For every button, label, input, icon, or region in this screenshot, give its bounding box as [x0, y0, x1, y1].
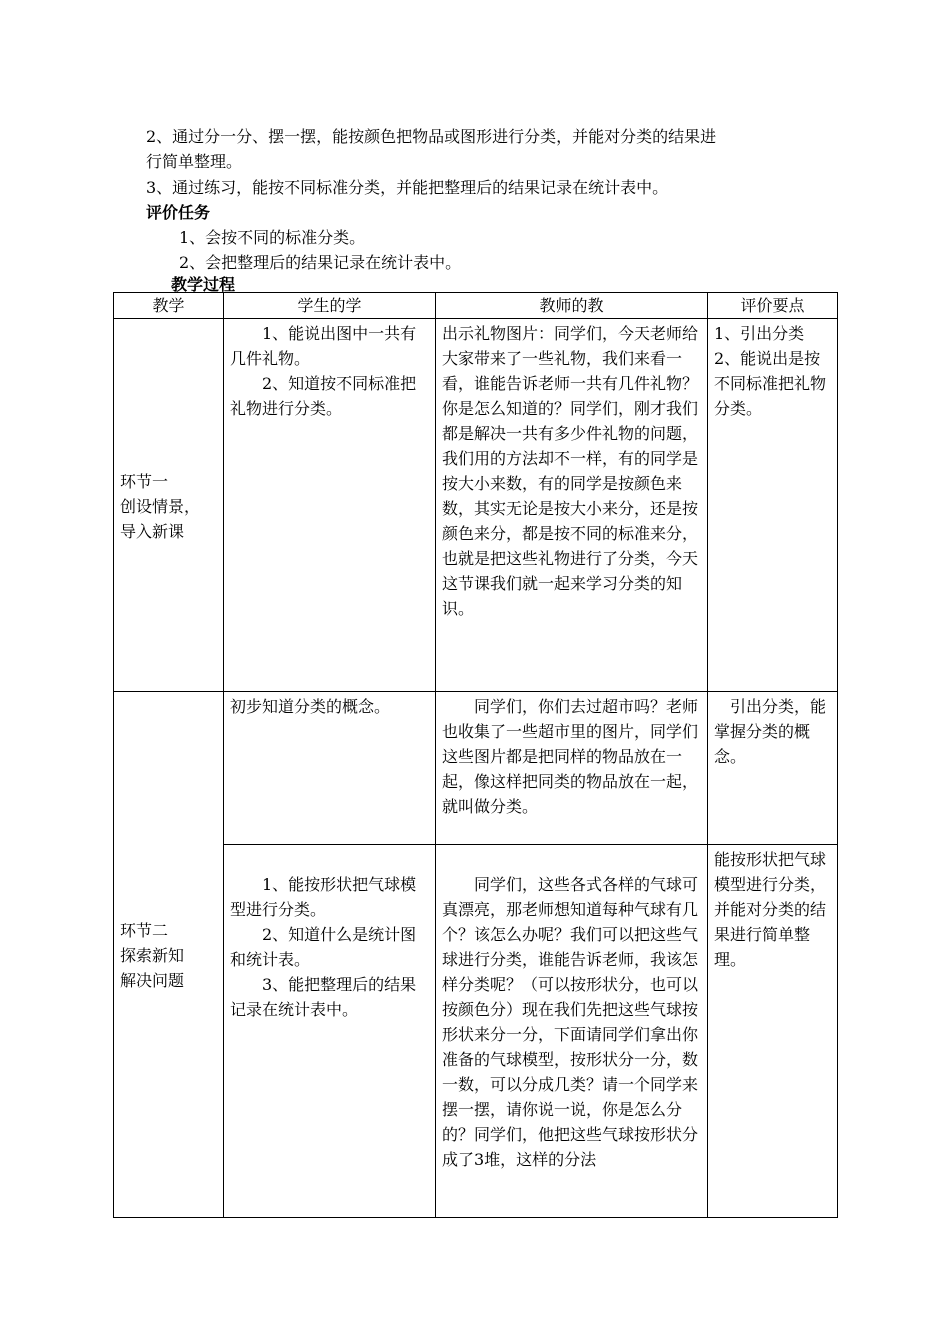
teacher-2b-text: 同学们，这些各式各样的气球可真漂亮，那老师想知道每种气球有几个？该怎么办呢？我们可以把这些气球进行分类，谁能告诉老师，我该怎样分类呢？（可以按形状分，也可以按颜色分）现在我们先把这些气球按形状来分一分，下面请同学们拿出你准备的气球模型，按形状分一分，数一数，可以分成几类？请一个同学来摆一摆，请你说一说，你是怎么分的？同学们，他把这些气球按形状分成了3堆，这样的分法 [442, 875, 699, 1169]
header-teacher: 教师的教 [436, 293, 708, 319]
teaching-process-table [113, 292, 838, 1218]
evaluation-2a-text: 引出分类，能掌握分类的概念。 [714, 697, 827, 766]
table-row-section-1 [114, 319, 838, 692]
objective-line-2a: 2、通过分一分、摆一摆，能按颜色把物品或图形进行分类，并能对分类的结果进 [146, 127, 717, 146]
evaluation-1-item-2: 2、能说出是按不同标准把礼物分类。 [714, 349, 827, 418]
student-cell-1 [224, 319, 436, 692]
student-cell-2a: 初步知道分类的概念。 [224, 692, 436, 845]
teacher-cell-1: 出示礼物图片：同学们，今天老师给大家带来了一些礼物，我们来看一看，谁能告诉老师一共有几件礼物？你是怎么知道的？同学们，刚才我们都是解决一共有多少件礼物的问题，我们用的方法却不一样，有的同学是按大小来数，有的同学是按颜色来数，其实无论是按大小来分，还是按颜色来分，都是按不同的标准来分，也就是把这些礼物进行了分类，今天这节课我们就一起来学习分类的知识。 [436, 319, 708, 692]
table-row-section-2a [114, 692, 838, 845]
teacher-cell-2b [436, 845, 708, 1218]
teacher-cell-2a [436, 692, 708, 845]
objective-line-2b: 行简单整理。 [146, 152, 243, 171]
evaluation-cell-1 [708, 319, 838, 692]
stage-1-line-b: 创设情景， [120, 496, 201, 516]
stage-1-line-a: 环节一 [120, 471, 169, 491]
student-2b-item-3: 3、能把整理后的结果记录在统计表中。 [230, 975, 417, 1019]
header-evaluation: 评价要点 [708, 293, 838, 319]
header-stage: 教学 [114, 293, 224, 319]
stage-2-line-b: 探索新知 [120, 946, 185, 965]
evaluation-cell-2a [708, 692, 838, 845]
table-header-row [114, 293, 838, 319]
student-1-item-1: 1、能说出图中一共有几件礼物。 [230, 324, 417, 368]
stage-2-line-c: 解决问题 [120, 971, 185, 990]
evaluation-1-item-1: 1、引出分类 [714, 324, 805, 343]
evaluation-cell-2b: 能按形状把气球模型进行分类，并能对分类的结果进行简单整理。 [708, 845, 838, 1218]
student-2b-item-2: 2、知道什么是统计图和统计表。 [230, 925, 417, 969]
process-heading: 教学过程 [171, 275, 236, 294]
stage-2-line-a: 环节二 [120, 921, 169, 940]
header-student: 学生的学 [224, 293, 436, 319]
student-cell-2b [224, 845, 436, 1218]
evaluation-heading: 评价任务 [146, 203, 211, 222]
stage-1-line-c: 导入新课 [120, 521, 185, 541]
objective-line-3: 3、通过练习，能按不同标准分类，并能把整理后的结果记录在统计表中。 [146, 178, 669, 197]
stage-cell-1 [114, 319, 224, 692]
stage-cell-2 [114, 692, 224, 1218]
teacher-2a-text: 同学们，你们去过超市吗？老师也收集了一些超市里的图片，同学们这些图片都是把同样的物品放在一起，像这样把同类的物品放在一起，就叫做分类。 [442, 697, 699, 816]
student-1-item-2: 2、知道按不同标准把礼物进行分类。 [230, 374, 417, 418]
student-2b-item-1: 1、能按形状把气球模型进行分类。 [230, 875, 417, 919]
evaluation-item-1: 1、会按不同的标准分类。 [179, 228, 366, 247]
evaluation-item-2: 2、会把整理后的结果记录在统计表中。 [179, 253, 462, 272]
